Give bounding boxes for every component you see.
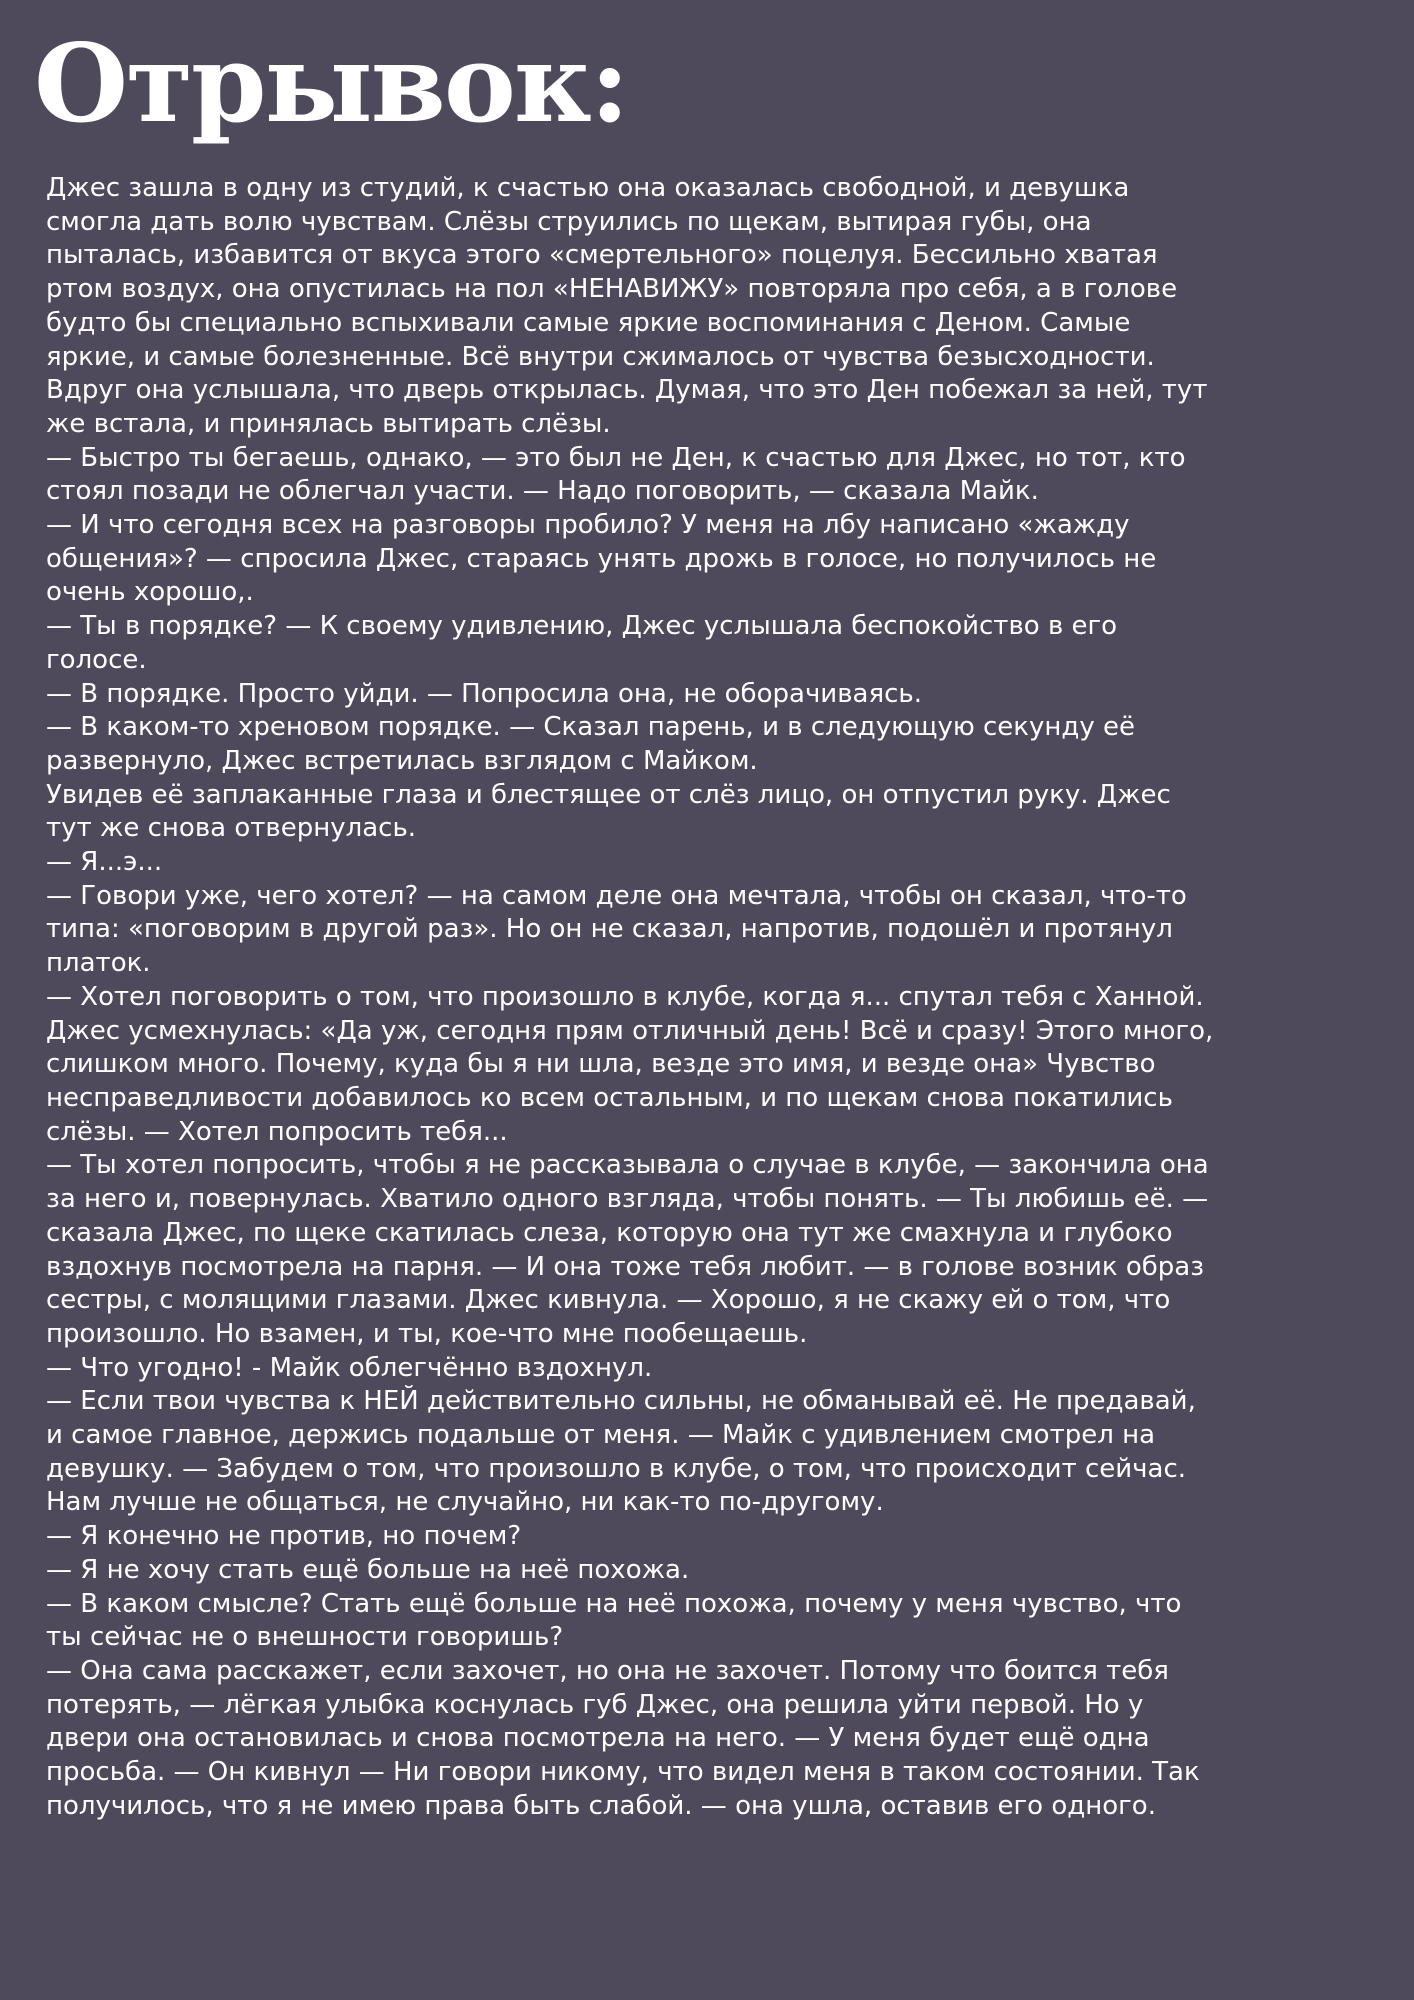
- text-line: Увидев её заплаканные глаза и блестящее от слёз лицо, он отпустил руку. Джес: [46, 779, 1171, 810]
- text-line: очень хорошо,.: [46, 577, 254, 608]
- text-line: за него и, повернулась. Хватило одного взгляда, чтобы понять. — Ты любишь её. —: [46, 1184, 1209, 1215]
- text-line: — Хотел поговорить о том, что произошло в клубе, когда я... спутал тебя с Ханной.: [46, 981, 1204, 1012]
- text-line: развернуло, Джес встретилась взглядом с Майком.: [46, 745, 758, 776]
- text-line: двери она остановилась и снова посмотрела на него. — У меня будет ещё одна: [46, 1723, 1150, 1754]
- text-line: — В порядке. Просто уйди. — Попросила она, не оборачиваясь.: [46, 678, 922, 709]
- text-line: Джес усмехнулась: «Да уж, сегодня прям отличный день! Всё и сразу! Этого много,: [46, 1015, 1214, 1046]
- text-line: сказала Джес, по щеке скатилась слеза, которую она тут же смахнула и глубоко: [46, 1217, 1173, 1248]
- text-line: — Что угодно! - Майк облегчённо вздохнул.: [46, 1352, 653, 1383]
- text-line: — В каком смысле? Стать ещё больше на неё похожа, почему у меня чувство, что: [46, 1588, 1182, 1619]
- text-line: же встала, и принялась вытирать слёзы.: [46, 408, 611, 439]
- text-line: — Ты в порядке? — К своему удивлению, Джес услышала беспокойство в его: [46, 611, 1118, 642]
- text-line: сестры, с молящими глазами. Джес кивнула. — Хорошо, я не скажу ей о том, что: [46, 1285, 1171, 1316]
- text-line: ртом воздух, она опустилась на пол «НЕНАВИЖУ» повторяла про себя, а в голове: [46, 274, 1178, 305]
- text-line: потерять, — лёгкая улыбка коснулась губ Джес, она решила уйти первой. Но у: [46, 1689, 1144, 1720]
- text-line: — Если твои чувства к НЕЙ действительно сильны, не обманывай её. Не предавай,: [46, 1386, 1196, 1417]
- text-line: Джес зашла в одну из студий, к счастью она оказалась свободной, и девушка: [46, 173, 1130, 203]
- text-line: Вдруг она услышала, что дверь открылась. Думая, что это Ден побежал за ней, тут: [46, 375, 1208, 406]
- text-line: ты сейчас не о внешности говоришь?: [46, 1622, 564, 1653]
- text-line: платок.: [46, 948, 151, 979]
- text-line: девушку. — Забудем о том, что произошло в клубе, о том, что происходит сейчас.: [46, 1453, 1187, 1484]
- text-line: — Я конечно не против, но почем?: [46, 1521, 522, 1552]
- text-line: — Быстро ты бегаешь, однако, — это был не Ден, к счастью для Джес, но тот, кто: [46, 442, 1186, 473]
- text-line: голосе.: [46, 644, 147, 675]
- text-line: произошло. Но взамен, и ты, кое-что мне пообещаешь.: [46, 1318, 808, 1349]
- text-line: слишком много. Почему, куда бы я ни шла, везде это имя, и везде она» Чувство: [46, 1049, 1156, 1080]
- excerpt-text: [46, 172, 1368, 1823]
- text-line: просьба. — Он кивнул — Ни говори никому, что видел меня в таком состоянии. Так: [46, 1757, 1200, 1788]
- text-line: — Я не хочу стать ещё больше на неё похожа.: [46, 1554, 690, 1585]
- text-line: — Ты хотел попросить, чтобы я не рассказывала о случае в клубе, — закончила она: [46, 1150, 1209, 1181]
- text-line: тут же снова отвернулась.: [46, 813, 417, 844]
- text-line: слёзы. — Хотел попросить тебя...: [46, 1116, 508, 1147]
- text-line: — И что сегодня всех на разговоры пробило? У меня на лбу написано «жажду: [46, 510, 1130, 541]
- text-line: — Я...э...: [46, 847, 163, 878]
- text-line: пыталась, избавится от вкуса этого «смертельного» поцелуя. Бессильно хватая: [46, 240, 1158, 271]
- page-title: Отрывок:: [34, 21, 628, 147]
- text-line: типа: «поговорим в другой раз». Но он не сказал, напротив, подошёл и протянул: [46, 914, 1173, 945]
- text-line: получилось, что я не имею права быть слабой. — она ушла, оставив его одного.: [46, 1790, 1156, 1821]
- text-line: будто бы специально вспыхивали самые яркие воспоминания с Деном. Самые: [46, 307, 1131, 338]
- text-line: стоял позади не облегчал участи. — Надо поговорить, — сказала Майк.: [46, 476, 1039, 507]
- text-line: и самое главное, держись подальше от меня. — Майк с удивлением смотрел на: [46, 1420, 1156, 1451]
- text-line: — Она сама расскажет, если захочет, но она не захочет. Потому что боится тебя: [46, 1655, 1169, 1686]
- text-line: общения»? — спросила Джес, стараясь унять дрожь в голосе, но получилось не: [46, 543, 1157, 574]
- text-line: вздохнув посмотрела на парня. — И она тоже тебя любит. — в голове возник образ: [46, 1251, 1205, 1282]
- text-line: смогла дать волю чувствам. Слёзы струились по щекам, вытирая губы, она: [46, 206, 1092, 237]
- text-line: — В каком-то хреновом порядке. — Сказал парень, и в следующую секунду её: [46, 712, 1136, 743]
- text-line: Нам лучше не общаться, не случайно, ни как-то по-другому.: [46, 1487, 884, 1518]
- text-line: — Говори уже, чего хотел? — на самом деле она мечтала, чтобы он сказал, что-то: [46, 880, 1187, 911]
- text-line: яркие, и самые болезненные. Всё внутри сжималось от чувства безысходности.: [46, 341, 1155, 372]
- text-line: несправедливости добавилось ко всем остальным, и по щекам снова покатились: [46, 1082, 1173, 1113]
